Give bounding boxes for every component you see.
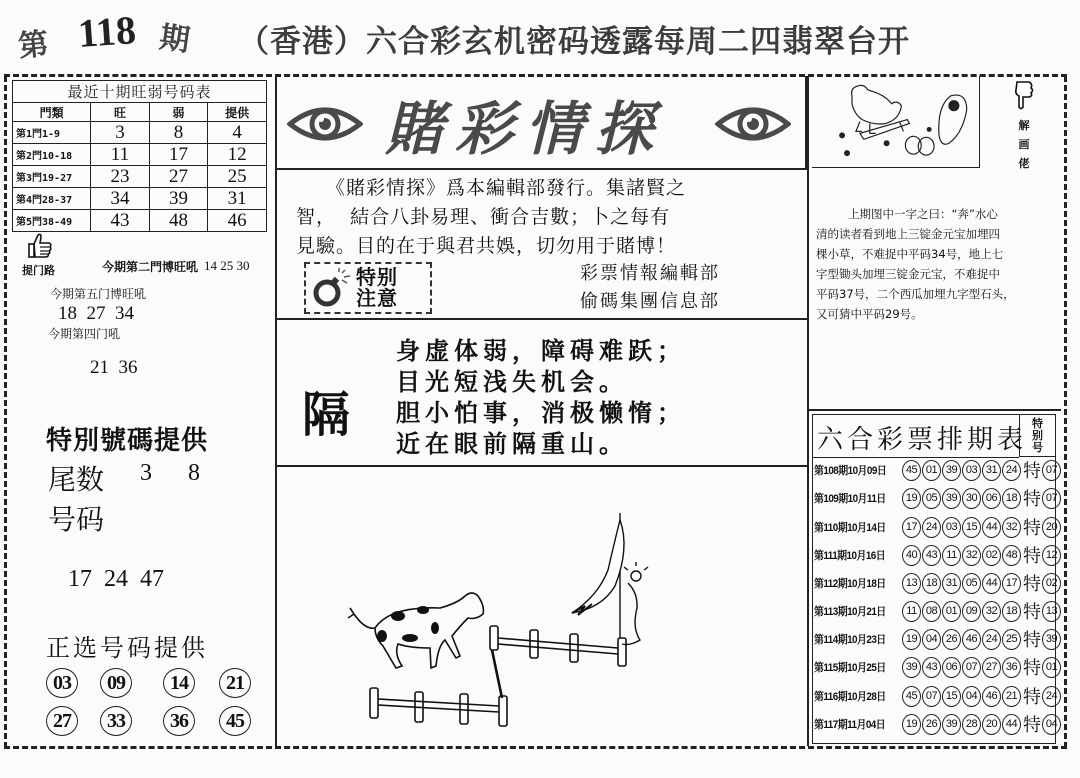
special-marker: 特 <box>1023 658 1041 679</box>
draw-ball: 03 <box>962 460 981 481</box>
draw-ball: 39 <box>902 657 921 678</box>
table-row <box>13 210 267 232</box>
poem-keyword: 隔 <box>302 387 351 443</box>
special-notice-badge <box>304 262 432 314</box>
brand-banner <box>277 76 807 168</box>
door-range: 第2門10-18 <box>13 144 91 166</box>
pick-ball: 14 <box>163 668 195 698</box>
draw-ball: 46 <box>982 686 1001 707</box>
draw-ball: 44 <box>1002 714 1021 735</box>
special-header-char: 号 <box>1032 441 1043 454</box>
poem-line: 目光短浅失机会。 <box>396 368 628 396</box>
schedule-row <box>814 544 1062 566</box>
column-header-provided: 提供 <box>208 103 267 122</box>
dept-line: 彩票情報編輯部 <box>580 263 720 284</box>
vertical-label-char: 佬 <box>1018 157 1030 170</box>
pick-ball: 03 <box>46 668 78 698</box>
special-number-header <box>1019 415 1055 457</box>
dept-line: 偷碼集團信息部 <box>580 291 720 312</box>
hot-cold-stats-table <box>12 80 267 232</box>
banner-divider <box>277 168 807 170</box>
draw-ball: 04 <box>962 686 981 707</box>
hint-line: 又可猜中平码29号。 <box>816 307 923 321</box>
draw-ball: 31 <box>982 460 1001 481</box>
cold-number: 48 <box>149 210 208 232</box>
special-marker: 特 <box>1023 546 1041 567</box>
schedule-row <box>814 487 1062 509</box>
schedule-row <box>814 600 1062 622</box>
draw-label: 第115期10月25日 <box>814 662 886 674</box>
draw-ball: 06 <box>982 488 1001 509</box>
door-range: 第1門1-9 <box>13 122 91 144</box>
special-ball: 12 <box>1042 545 1061 566</box>
special-marker: 特 <box>1023 715 1041 736</box>
schedule-row <box>814 685 1062 707</box>
special-ball: 13 <box>1042 601 1061 622</box>
draw-ball: 04 <box>922 629 941 650</box>
draw-ball: 17 <box>902 517 921 538</box>
draw-ball: 44 <box>982 573 1001 594</box>
vertical-label-char: 画 <box>1018 138 1030 151</box>
frame-left-divider <box>4 76 7 748</box>
draw-ball: 43 <box>922 545 941 566</box>
draw-ball: 19 <box>902 488 921 509</box>
special-marker: 特 <box>1023 602 1041 623</box>
hot-number: 11 <box>91 144 150 166</box>
draw-label: 第108期10月09日 <box>814 465 887 477</box>
hint-line: 平码37号，二个西瓜加埋九字型石头， <box>816 287 1015 301</box>
draw-ball: 39 <box>942 460 961 481</box>
draw-label: 第109期10月11日 <box>814 493 886 505</box>
special-numbers-list: 17 24 47 <box>68 566 164 592</box>
draw-ball: 26 <box>942 629 961 650</box>
draw-ball: 19 <box>902 714 921 735</box>
notice-label-line: 特别 <box>356 265 398 289</box>
riddle-solver-label <box>1017 116 1031 173</box>
door-range: 第3門19-27 <box>13 166 91 188</box>
draw-ball: 08 <box>922 601 941 622</box>
provided-number: 12 <box>208 144 267 166</box>
draw-ball: 11 <box>902 601 921 622</box>
left-column-divider <box>275 76 277 746</box>
hint-line: 字型锄头加埋三锭金元宝，不难捉中 <box>816 267 1000 281</box>
pick-ball: 33 <box>100 706 132 736</box>
draw-ball: 24 <box>1002 460 1021 481</box>
special-marker: 特 <box>1023 630 1041 651</box>
issue-number: 118 <box>76 7 138 56</box>
draw-ball: 45 <box>902 460 921 481</box>
draw-ball: 18 <box>1002 488 1021 509</box>
editorial-department <box>580 260 720 316</box>
draw-ball: 32 <box>982 601 1001 622</box>
draw-ball: 45 <box>902 686 921 707</box>
draw-ball: 21 <box>1002 686 1021 707</box>
column-header-cold: 弱 <box>149 103 208 122</box>
door2-numbers: 14 25 30 <box>204 258 250 273</box>
special-ball: 04 <box>1042 714 1061 735</box>
draw-ball: 17 <box>1002 573 1021 594</box>
bomb-icon <box>312 268 352 308</box>
hot-number: 34 <box>91 188 150 210</box>
schedule-header-divider <box>813 457 1019 458</box>
draw-ball: 32 <box>962 545 981 566</box>
column-header-door: 門類 <box>13 103 91 122</box>
table-row <box>13 144 267 166</box>
hot-number: 3 <box>91 122 150 144</box>
special-marker: 特 <box>1023 687 1041 708</box>
draw-ball: 30 <box>962 488 981 509</box>
draw-ball: 13 <box>902 573 921 594</box>
special-header-char: 特 <box>1032 417 1043 430</box>
draw-ball: 06 <box>942 657 961 678</box>
tail-digit-value: 8 <box>188 460 200 486</box>
flag-icon <box>572 513 648 645</box>
special-ball: 24 <box>1042 686 1061 707</box>
intro-line: 《賭彩情探》爲本編輯部發行。集諸賢之 <box>326 177 687 199</box>
poem-line: 胆小怕事，消极懒惰； <box>396 399 686 427</box>
frame-bottom-divider <box>4 746 1067 749</box>
draw-ball: 26 <box>922 714 941 735</box>
schedule-row <box>814 656 1062 678</box>
draw-ball: 15 <box>962 517 981 538</box>
stats-table-caption: 最近十期旺弱号码表 <box>13 81 267 103</box>
brand-title: 賭彩情探 <box>385 95 666 163</box>
pick-ball: 27 <box>46 706 78 736</box>
schedule-row <box>814 713 1062 735</box>
draw-ball: 44 <box>982 517 1001 538</box>
intro-line: 智， 結合八卦易理、衝合吉數；卜之每有 <box>296 206 671 228</box>
draw-ball: 27 <box>982 657 1001 678</box>
thumbs-up-icon <box>28 232 54 260</box>
cow-icon <box>348 593 483 668</box>
special-marker: 特 <box>1023 518 1041 539</box>
notice-label <box>356 267 398 309</box>
draw-ball: 19 <box>902 629 921 650</box>
schedule-row <box>814 459 1062 481</box>
special-ball: 07 <box>1042 488 1061 509</box>
issue-prefix: 第 <box>16 26 51 65</box>
draw-ball: 25 <box>1002 629 1021 650</box>
notice-label-line: 注意 <box>356 286 398 310</box>
riddle-illustration <box>280 468 805 746</box>
draw-label: 第117期11月04日 <box>814 719 886 731</box>
draw-ball: 09 <box>962 601 981 622</box>
schedule-row <box>814 628 1062 650</box>
page-title: （香港）六合彩玄机密码透露每周二四翡翠台开 <box>238 24 910 60</box>
draw-ball: 43 <box>922 657 941 678</box>
draw-ball: 24 <box>922 517 941 538</box>
special-marker: 特 <box>1023 574 1041 595</box>
draw-ball: 46 <box>962 629 981 650</box>
draw-ball: 36 <box>1002 657 1021 678</box>
column-header-hot: 旺 <box>91 103 150 122</box>
issue-suffix: 期 <box>157 20 192 59</box>
draw-ball: 02 <box>982 545 1001 566</box>
poem-divider <box>277 465 807 467</box>
frame-right-divider <box>1064 76 1067 748</box>
table-row <box>13 166 267 188</box>
draw-label: 第116期10月28日 <box>814 691 886 703</box>
hint-line: 清的读者看到地上三锭金元宝加埋四 <box>816 227 1000 241</box>
draw-label: 第112期10月18日 <box>814 578 886 590</box>
draw-ball: 11 <box>942 545 961 566</box>
draw-ball: 39 <box>942 488 961 509</box>
cold-number: 17 <box>149 144 208 166</box>
intro-divider <box>277 318 807 320</box>
draw-ball: 32 <box>1002 517 1021 538</box>
draw-ball: 15 <box>942 686 961 707</box>
poem-line: 身虚体弱，障碍难跃； <box>396 337 686 365</box>
hot-number: 43 <box>91 210 150 232</box>
vertical-label-char: 解 <box>1018 119 1030 132</box>
hot-number: 23 <box>91 166 150 188</box>
riddle-poem <box>396 336 686 460</box>
draw-ball: 28 <box>962 714 981 735</box>
special-numbers-title: 特別號碼提供 <box>46 426 209 456</box>
pick-ball: 21 <box>219 668 251 698</box>
intro-line: 見驗。目的在于與君共娛，切勿用于賭博！ <box>296 235 677 257</box>
draw-ball: 07 <box>922 686 941 707</box>
door-range: 第5門38-49 <box>13 210 91 232</box>
draw-ball: 31 <box>942 573 961 594</box>
center-right-divider <box>807 76 809 746</box>
draw-ball: 18 <box>1002 601 1021 622</box>
special-header-char: 别 <box>1032 429 1043 442</box>
provided-number: 25 <box>208 166 267 188</box>
cold-number: 8 <box>149 122 208 144</box>
poem-line: 近在眼前隔重山。 <box>396 430 628 458</box>
draw-label: 第114期10月23日 <box>814 634 886 646</box>
provided-number: 46 <box>208 210 267 232</box>
draw-ball: 18 <box>922 573 941 594</box>
hint-line: 棵小草，不难捉中平码34号，地上七 <box>816 247 1004 261</box>
cold-number: 27 <box>149 166 208 188</box>
eye-icon <box>287 102 363 146</box>
table-row <box>13 188 267 210</box>
draw-ball: 48 <box>1002 545 1021 566</box>
tail-digit-value: 3 <box>140 460 152 486</box>
draw-label: 第113期10月21日 <box>814 606 886 618</box>
door5-numbers: 18 27 34 <box>58 303 134 324</box>
door5-label: 今期第五门博旺吼 <box>50 287 147 301</box>
pick-ball: 45 <box>219 706 251 736</box>
draw-ball: 07 <box>962 657 981 678</box>
hint-divider <box>809 409 1061 411</box>
provided-number: 31 <box>208 188 267 210</box>
special-ball: 07 <box>1042 460 1061 481</box>
door-range: 第4門28-37 <box>13 188 91 210</box>
riddle-rooster-picture <box>812 76 980 168</box>
draw-ball: 01 <box>942 601 961 622</box>
special-marker: 特 <box>1023 461 1041 482</box>
draw-ball: 03 <box>942 517 961 538</box>
cold-number: 39 <box>149 188 208 210</box>
main-picks-title: 正选号码提供 <box>46 634 208 662</box>
door4-numbers: 21 36 <box>90 357 138 378</box>
draw-label: 第111期10月16日 <box>814 550 886 562</box>
special-ball: 20 <box>1042 517 1061 538</box>
special-marker: 特 <box>1023 489 1041 510</box>
pointing-hand-icon <box>1013 80 1035 110</box>
page-header <box>0 0 1080 68</box>
special-ball: 39 <box>1042 629 1061 650</box>
number-label: 号码 <box>48 503 105 536</box>
draw-ball: 05 <box>962 573 981 594</box>
draw-ball: 40 <box>902 545 921 566</box>
draw-ball: 20 <box>982 714 1001 735</box>
draw-ball: 24 <box>982 629 1001 650</box>
special-ball: 02 <box>1042 573 1061 594</box>
pick-ball: 36 <box>163 706 195 736</box>
draw-ball: 01 <box>922 460 941 481</box>
table-row <box>13 122 267 144</box>
door4-label: 今期第四门吼 <box>48 327 121 341</box>
draw-label: 第110期10月14日 <box>814 522 886 534</box>
schedule-title: 六合彩票排期表 <box>817 425 1028 455</box>
pick-ball: 09 <box>100 668 132 698</box>
hint-line: 上期图中一字之曰：“奔”水心 <box>848 207 998 221</box>
provided-number: 4 <box>208 122 267 144</box>
special-ball: 01 <box>1042 657 1061 678</box>
door-tips-label: 提门路 <box>22 264 55 277</box>
intro-paragraph <box>296 174 801 261</box>
draw-ball: 39 <box>942 714 961 735</box>
eye-icon <box>715 102 791 146</box>
schedule-row <box>814 516 1062 538</box>
schedule-row <box>814 572 1062 594</box>
door2-label: 今期第二門博旺吼 <box>102 260 199 274</box>
draw-ball: 05 <box>922 488 941 509</box>
tail-digit-label: 尾数 <box>48 463 105 496</box>
riddle-answer-text <box>816 204 1060 324</box>
